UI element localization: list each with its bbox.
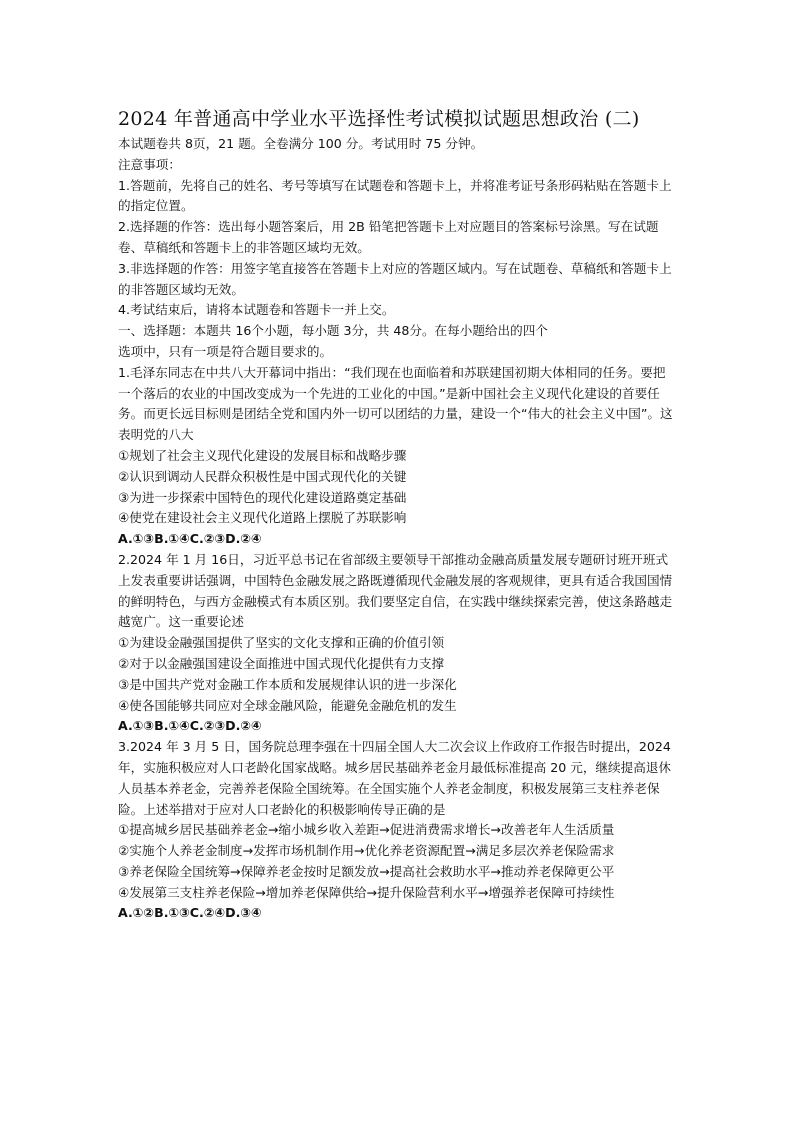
notice-item: 3.非选择题的作答：用签字笔直接答在答题卡上对应的答题区域内。写在试题卷、草稿纸和答题卡上的非答题区域均无效。 (118, 260, 672, 297)
exam-page (118, 104, 678, 924)
question-option: ④使各国能够共同应对全球金融风险，能避免金融危机的发生 (118, 697, 457, 713)
question-option: ③为进一步探索中国特色的现代化建设道路奠定基础 (118, 489, 407, 505)
question-option: ③是中国共产党对金融工作本质和发展规律认识的进一步深化 (118, 676, 457, 692)
question-option: ④使党在建设社会主义现代化道路上摆脱了苏联影响 (118, 510, 407, 526)
exam-title: 2024 年普通高中学业水平选择性考试模拟试题思想政治 (二) (118, 108, 640, 130)
question-option: ②对于以金融强国建设全面推进中国式现代化提供有力支撑 (118, 655, 445, 671)
section-heading: 选项中，只有一项是符合题目要求的。 (118, 343, 333, 359)
notice-item: 2.选择题的作答：选出每小题答案后，用 2B 铅笔把答题卡上对应题目的答案标号涂黑。写在试题卷、草稿纸和答题卡上的非答题区域均无效。 (118, 219, 659, 255)
question-option: ②认识到调动人民群众积极性是中国式现代化的关键 (118, 468, 407, 484)
notice-item: 4.考试结束后，请将本试题卷和答题卡一并上交。 (118, 302, 395, 318)
question-option: ①提高城乡居民基础养老金→缩小城乡收入差距→促进消费需求增长→改善老年人生活质量 (118, 822, 615, 838)
section-heading: 一、选择题：本题共 16个小题，每小题 3分，共 48分。在每小题给出的四个 (118, 323, 548, 339)
question-option: ①为建设金融强国提供了坚实的文化支撑和正确的价值引领 (118, 635, 445, 651)
question-option: ②实施个人养老金制度→发挥市场机制作用→优化养老资源配置→满足多层次养老保险需求 (118, 843, 615, 859)
answer-choices: A.①③B.①④C.②③D.②④ (118, 718, 262, 734)
question-option: ③养老保险全国统筹→保障养老金按时足额发放→提高社会救助水平→推动养老保障更公平 (118, 863, 615, 879)
notice-heading: 注意事项： (118, 156, 181, 172)
exam-summary: 本试题卷共 8页，21 题。全卷满分 100 分。考试用时 75 分钟。 (118, 136, 484, 151)
question-option: ①规划了社会主义现代化建设的发展目标和战略步骤 (118, 447, 407, 463)
question-3 (118, 737, 678, 924)
question-2 (118, 550, 678, 737)
question-1 (118, 363, 678, 550)
question-stem: 2.2024 年 1 月 16日，习近平总书记在省部级主要领导干部推动金融高质量发展专题研讨班开班式上发表重要讲话强调，中国特色金融发展之路既遵循现代金融发展的客观规律，更具有适合我国国情的鲜明特色，与西方金融模式有本质区别。我们要坚定自信，在实践中继续探索完善，使这条路越走越宽广。这一重要论述 (118, 551, 673, 630)
question-option: ④发展第三支柱养老保险→增加养老保障供给→提升保险营利水平→增强养老保障可持续性 (118, 884, 615, 900)
notice-item: 1.答题前，先将自己的姓名、考号等填写在试题卷和答题卡上，并将准考证号条形码粘贴在答题卡上的指定位置。 (118, 177, 672, 214)
question-stem: 3.2024 年 3 月 5 日，国务院总理李强在十四届全国人大二次会议上作政府工作报告时提出，2024 年，实施积极应对人口老龄化国家战略。城乡居民基础养老金月最低标准提高 20 元，继续提高退休人员基本养老金，完善养老保险全国统筹。在全国实施个人养老金制度，积极发展第三支柱养老保险。上述举措对于应对人口老龄化的积极影响传导正确的是 (118, 739, 671, 817)
answer-choices: A.①②B.①③C.②④D.③④ (118, 905, 262, 921)
question-stem: 1.毛泽东同志在中共八大开幕词中指出：“我们现在也面临着和苏联建国初期大体相同的任务。要把一个落后的农业的中国改变成为一个先进的工业化的中国。”是新中国社会主义现代化建设的首要任务。而更长远目标则是团结全党和国内外一切可以团结的力量，建设一个“伟大的社会主义中国”。这表明党的八大 (118, 364, 673, 443)
answer-choices: A.①③B.①④C.②③D.②④ (118, 531, 262, 547)
